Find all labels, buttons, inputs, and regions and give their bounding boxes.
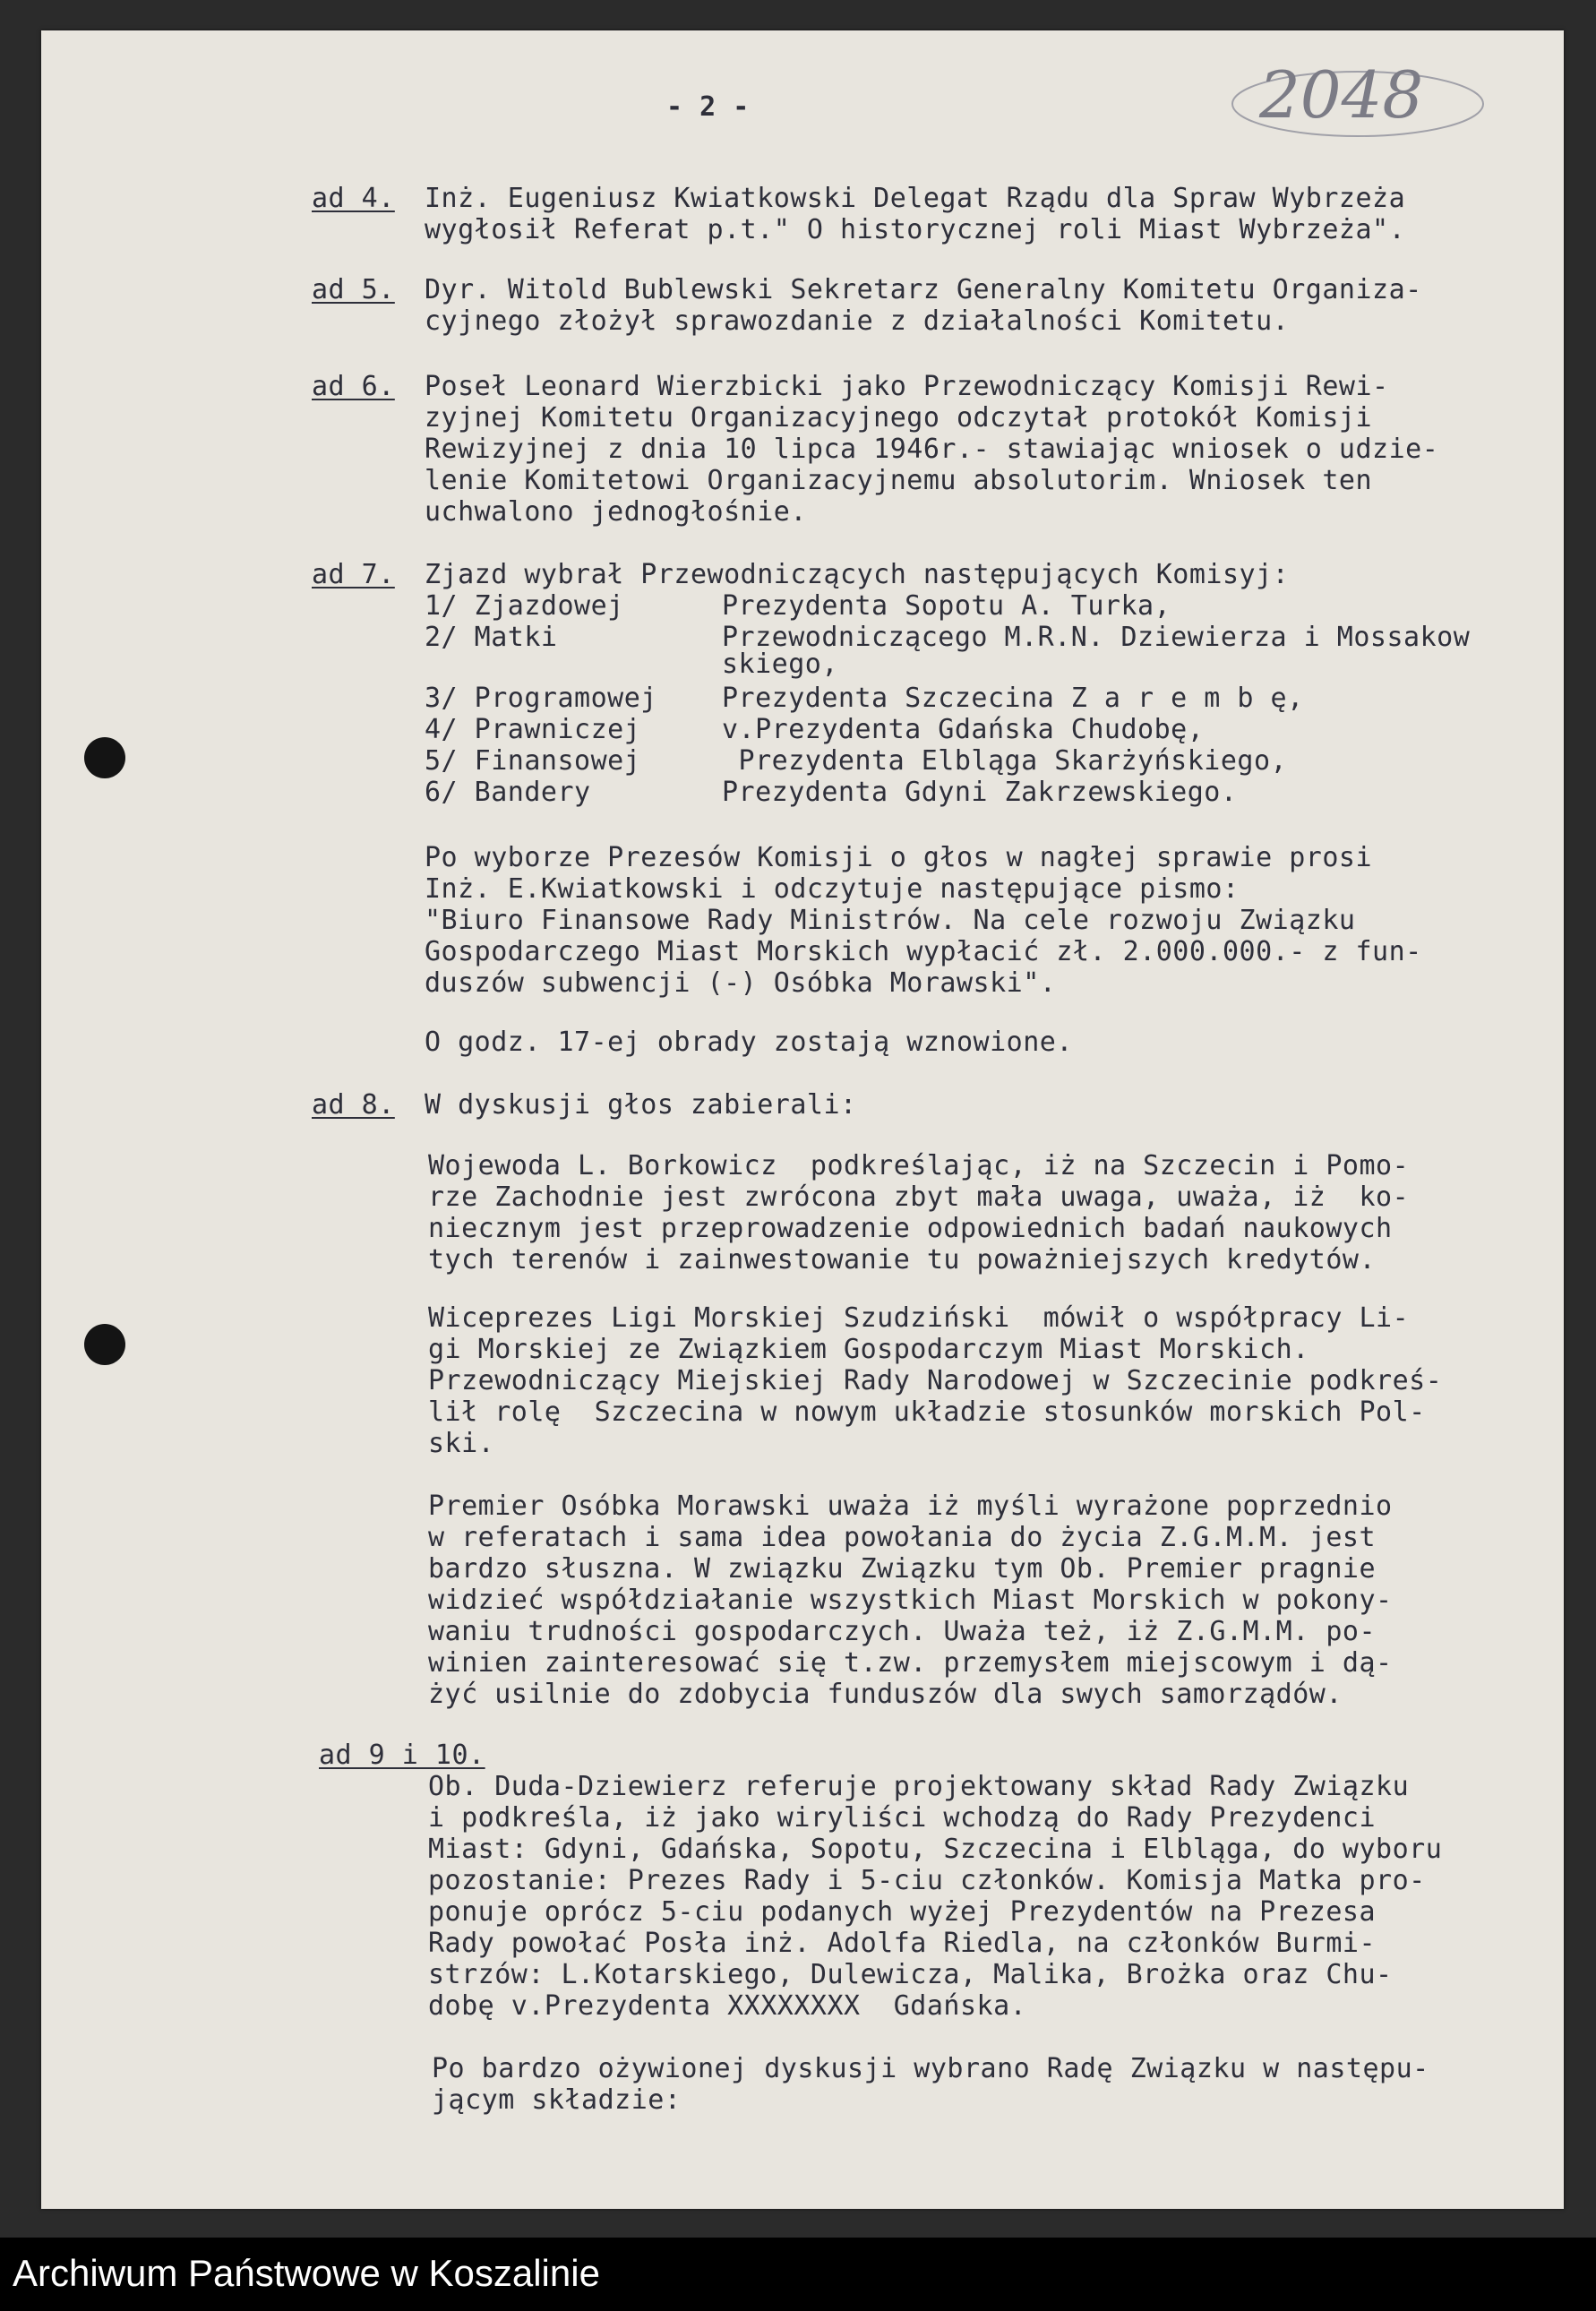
page-number: - 2 -: [666, 91, 750, 123]
paragraph-line: niecznym jest przeprowadzenie odpowiednich badań naukowych: [428, 1213, 1393, 1244]
commission-chair: Prezydenta Elbląga Skarżyńskiego,: [722, 745, 1288, 777]
item-label: ad 7.: [312, 559, 395, 590]
item-line: cyjnego złożył sprawozdanie z działalności Komitetu.: [425, 305, 1290, 337]
item-line: Rewizyjnej z dnia 10 lipca 1946r.- stawiając wniosek o udzie-: [425, 434, 1439, 465]
paragraph-line: dobę v.Prezydenta XXXXXXXX Gdańska.: [428, 1990, 1027, 2022]
item-line: wygłosił Referat p.t." O historycznej roli Miast Wybrzeża".: [425, 214, 1406, 245]
paragraph-line: Gospodarczego Miast Morskich wypłacić zł. 2.000.000.- z fun-: [425, 936, 1422, 967]
punch-hole: [84, 737, 125, 778]
archive-footer: [0, 2238, 1596, 2311]
commission-chair: Prezydenta Sopotu A. Turka,: [722, 590, 1171, 622]
paragraph-line: i podkreśla, iż jako wiryliści wchodzą do Rady Prezydenci: [428, 1802, 1377, 1834]
commission-name: 6/ Bandery: [425, 777, 591, 808]
paragraph-line: Ob. Duda-Dziewierz referuje projektowany skład Rady Związku: [428, 1771, 1410, 1802]
paragraph-line: Wiceprezes Ligi Morskiej Szudziński mówił o współpracy Li-: [428, 1302, 1410, 1334]
commission-chair: Przewodniczącego M.R.N. Dziewierza i Mossakow: [722, 622, 1471, 653]
item-line: Poseł Leonard Wierzbicki jako Przewodniczący Komisji Rewi-: [425, 371, 1389, 402]
paragraph-line: winien zainteresować się t.zw. przemysłem miejscowym i dą-: [428, 1647, 1393, 1679]
paragraph-line: w referatach i sama idea powołania do życia Z.G.M.M. jest: [428, 1522, 1377, 1553]
paragraph-line: Przewodniczący Miejskiej Rady Narodowej w Szczecinie podkreś-: [428, 1365, 1443, 1396]
paragraph-line: ponuje oprócz 5-ciu podanych wyżej Prezydentów na Prezesa: [428, 1896, 1377, 1928]
paragraph-line: Inż. E.Kwiatkowski i odczytuje następujące pismo:: [425, 873, 1240, 905]
item-line: uchwalono jednogłośnie.: [425, 496, 807, 528]
handwritten-archive-number: [1259, 57, 1423, 133]
item-line: zyjnej Komitetu Organizacyjnego odczytał protokół Komisji: [425, 402, 1373, 434]
paragraph-line: lił rolę Szczecina w nowym układzie stosunków morskich Pol-: [428, 1396, 1426, 1428]
paragraph-line: jącym składzie:: [432, 2084, 682, 2116]
paragraph-line: "Biuro Finansowe Rady Ministrów. Na cele rozwoju Związku: [425, 905, 1356, 936]
item-label: ad 4.: [312, 183, 395, 214]
paragraph-line: Po bardzo ożywionej dyskusji wybrano Radę Związku w następu-: [432, 2053, 1429, 2084]
paragraph-line: gi Morskiej ze Związkiem Gospodarczym Miast Morskich.: [428, 1334, 1309, 1365]
paragraph-line: rze Zachodnie jest zwrócona zbyt mała uwaga, uważa, iż ko-: [428, 1181, 1410, 1213]
item-label: ad 6.: [312, 371, 395, 402]
item-line: Dyr. Witold Bublewski Sekretarz Generalny Komitetu Organiza-: [425, 274, 1422, 305]
paragraph-line: pozostanie: Prezes Rady i 5-ciu członków. Komisja Matka pro-: [428, 1865, 1426, 1896]
item-line: W dyskusji głos zabierali:: [425, 1089, 857, 1121]
item-line: lenie Komitetowi Organizacyjnemu absolutorim. Wniosek ten: [425, 465, 1373, 496]
paragraph-line: Premier Osóbka Morawski uważa iż myśli wyrażone poprzednio: [428, 1491, 1393, 1522]
item-line: Zjazd wybrał Przewodniczących następujących Komisyj:: [425, 559, 1290, 590]
paragraph-line: duszów subwencji (-) Osóbka Morawski".: [425, 967, 1057, 999]
paragraph-line: tych terenów i zainwestowanie tu poważniejszych kredytów.: [428, 1244, 1377, 1276]
item-label: ad 5.: [312, 274, 395, 305]
commission-chair: Prezydenta Szczecina Z a r e m b ę,: [722, 683, 1304, 714]
paragraph-line: Po wyborze Prezesów Komisji o głos w nagłej sprawie prosi: [425, 842, 1373, 873]
paragraph-line: żyć usilnie do zdobycia funduszów dla swych samorządów.: [428, 1679, 1343, 1710]
item-label: ad 9 i 10.: [319, 1740, 485, 1771]
commission-name: 4/ Prawniczej: [425, 714, 641, 745]
commission-name: 5/ Finansowej: [425, 745, 641, 777]
punch-hole: [84, 1324, 125, 1365]
document-page: [41, 30, 1564, 2209]
paragraph-line: Miast: Gdyni, Gdańska, Sopotu, Szczecina i Elbląga, do wyboru: [428, 1834, 1443, 1865]
commission-name: 3/ Programowej: [425, 683, 657, 714]
handwritten-number: 2048: [1259, 57, 1424, 133]
paragraph-line: Rady powołać Posła inż. Adolfa Riedla, na członków Burmi-: [428, 1928, 1377, 1959]
paragraph-line: waniu trudności gospodarczych. Uważa też, iż Z.G.M.M. po-: [428, 1616, 1377, 1647]
paragraph-line: O godz. 17-ej obrady zostają wznowione.: [425, 1027, 1073, 1058]
paragraph-line: ski.: [428, 1428, 495, 1459]
commission-chair: v.Prezydenta Gdańska Chudobę,: [722, 714, 1205, 745]
paragraph-line: bardzo słuszna. W związku Związku tym Ob. Premier pragnie: [428, 1553, 1377, 1585]
item-label: ad 8.: [312, 1089, 395, 1121]
commission-chair: skiego,: [722, 649, 838, 680]
commission-name: 1/ Zjazdowej: [425, 590, 624, 622]
item-line: Inż. Eugeniusz Kwiatkowski Delegat Rządu dla Spraw Wybrzeża: [425, 183, 1406, 214]
paragraph-line: Wojewoda L. Borkowicz podkreślając, iż na Szczecin i Pomo-: [428, 1150, 1410, 1181]
commission-name: 2/ Matki: [425, 622, 558, 653]
commission-chair: Prezydenta Gdyni Zakrzewskiego.: [722, 777, 1238, 808]
paragraph-line: widzieć współdziałanie wszystkich Miast Morskich w pokony-: [428, 1585, 1393, 1616]
archive-name: Archiwum Państwowe w Koszalinie: [13, 2252, 600, 2294]
paragraph-line: strzów: L.Kotarskiego, Dulewicza, Malika, Brożka oraz Chu-: [428, 1959, 1393, 1990]
